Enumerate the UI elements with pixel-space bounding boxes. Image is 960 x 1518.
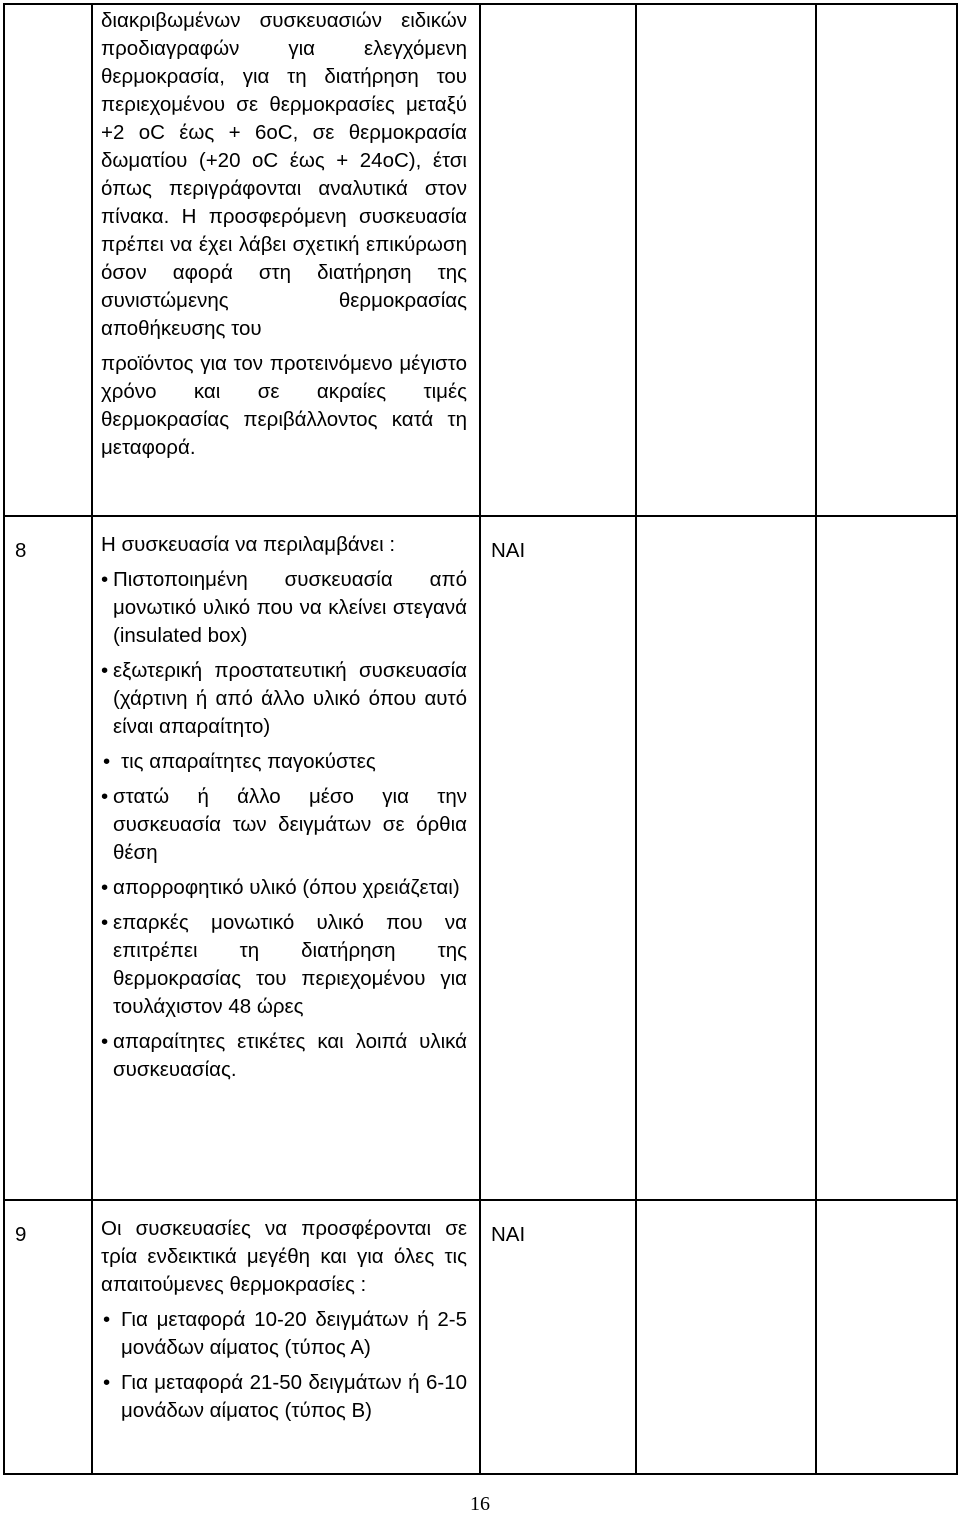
list-item: • Πιστοποιημένη συσκευασία από μονωτικό υλικό που να κλείνει στεγανά (insulated box) xyxy=(101,566,467,650)
list-item: • Για μεταφορά 10-20 δειγμάτων ή 2-5 μονάδων αίματος (τύπος Α) xyxy=(101,1306,467,1362)
row-intro: Η συσκευασία να περιλαμβάνει : xyxy=(101,533,396,556)
empty-cell xyxy=(816,4,957,516)
empty-cell xyxy=(636,516,816,1200)
description-paragraph: διακριβωμένων συσκευασιών ειδικών προδιαγραφών για ελεγχόμενη θερμοκρασία, για τη διατήρηση του περιεχομένου σε θερμοκρασίες μεταξύ +2 oC έως + 6oC, σε θερμοκρασία δωματίου (+20 oC έως + 24oC), έτσι όπως περιγράφονται αναλυτικά στον πίνακα. Η προσφερόμενη συσκευασία πρέπει να έχει λάβει σχετική επικύρωση όσον αφορά στη διατήρηση της συνιστώμενης θερμοκρασίας αποθήκευσης του xyxy=(101,9,467,340)
table-row-9 xyxy=(4,1200,957,1474)
empty-cell xyxy=(636,1200,816,1474)
description-cell xyxy=(92,516,480,1200)
empty-cell xyxy=(816,1200,957,1474)
answer-cell: ΝΑΙ xyxy=(480,516,636,1200)
empty-cell xyxy=(816,516,957,1200)
list-item: • τις απαραίτητες παγοκύστες xyxy=(101,748,467,776)
description-cell xyxy=(92,4,480,516)
list-item: • απορροφητικό υλικό (όπου χρειάζεται) xyxy=(101,874,467,902)
list-item: • εξωτερική προστατευτική συσκευασία (χάρτινη ή από άλλο υλικό όπου αυτό είναι απαραίτητο) xyxy=(101,657,467,741)
page-number: 16 xyxy=(470,1493,490,1515)
row-number: 9 xyxy=(4,1200,92,1474)
list-item: • Για μεταφορά 21-50 δειγμάτων ή 6-10 μονάδων αίματος (τύπος Β) xyxy=(101,1369,467,1425)
table-row-8 xyxy=(4,516,957,1200)
description-paragraph: προϊόντος για τον προτεινόμενο μέγιστο χρόνο και σε ακραίες τιμές θερμοκρασίας περιβάλλοντος κατά τη μεταφορά. xyxy=(101,352,467,459)
answer-cell: ΝΑΙ xyxy=(480,1200,636,1474)
number-cell xyxy=(4,4,92,516)
row-number: 8 xyxy=(4,516,92,1200)
table-row-continued xyxy=(4,4,957,516)
specification-table xyxy=(3,3,958,1475)
empty-cell xyxy=(636,4,816,516)
list-item: • επαρκές μονωτικό υλικό που να επιτρέπει τη διατήρηση της θερμοκρασίας του περιεχομένου για τουλάχιστον 48 ώρες xyxy=(101,909,467,1021)
list-item: • στατώ ή άλλο μέσο για την συσκευασία των δειγμάτων σε όρθια θέση xyxy=(101,783,467,867)
list-item: • απαραίτητες ετικέτες και λοιπά υλικά συσκευασίας. xyxy=(101,1028,467,1084)
row-intro: Οι συσκευασίες να προσφέρονται σε τρία ενδεικτικά μεγέθη και για όλες τις απαιτούμενες θερμοκρασίες : xyxy=(101,1217,467,1296)
answer-cell xyxy=(480,4,636,516)
description-cell xyxy=(92,1200,480,1474)
